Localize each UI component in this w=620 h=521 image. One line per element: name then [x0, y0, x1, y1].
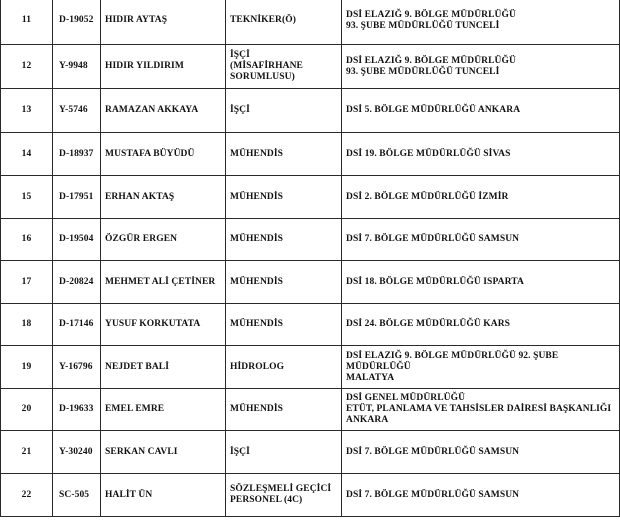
job-title-cell [226, 431, 342, 474]
job-title-cell [226, 474, 342, 517]
job-title-line: MÜHENDİS [230, 319, 284, 329]
assigned-unit-line: ANKARA [346, 415, 389, 425]
person-name-cell: HALİT ÜN [101, 474, 226, 517]
person-name-cell: RAMAZAN AKKAYA [101, 89, 226, 133]
table-row [1, 176, 620, 219]
assigned-unit-cell [342, 0, 620, 45]
table-row [1, 304, 620, 346]
assigned-unit-cell [342, 431, 620, 474]
registry-code-cell: Y-16796 [53, 346, 101, 389]
table-row [1, 45, 620, 89]
registry-code-cell: Y-5746 [53, 89, 101, 133]
assigned-unit-cell [342, 45, 620, 89]
person-name-cell: HIDIR AYTAŞ [101, 0, 226, 45]
row-number-cell: 22 [1, 474, 53, 517]
assigned-unit-cell [342, 176, 620, 219]
job-title-cell [226, 176, 342, 219]
assigned-unit-line: DSİ 2. BÖLGE MÜDÜRLÜĞÜ İZMİR [346, 191, 509, 202]
assigned-unit-line: 93. ŞUBE MÜDÜRLÜĞÜ TUNCELİ [346, 66, 500, 77]
table-row [1, 133, 620, 176]
assigned-unit-line: DSİ 19. BÖLGE MÜDÜRLÜĞÜ SİVAS [346, 148, 511, 159]
registry-code-cell: Y-9948 [53, 45, 101, 89]
registry-code-cell: D-17951 [53, 176, 101, 219]
person-name-cell: EMEL EMRE [101, 389, 226, 431]
assigned-unit-line: DSİ 7. BÖLGE MÜDÜRLÜĞÜ SAMSUN [346, 489, 520, 500]
person-name-cell: MUSTAFA BÜYÜDÜ [101, 133, 226, 176]
job-title-line: PERSONEL (4C) [230, 495, 303, 505]
assigned-unit-cell [342, 304, 620, 346]
row-number-cell: 19 [1, 346, 53, 389]
job-title-line: MÜHENDİS [230, 404, 284, 414]
registry-code-cell: D-20824 [53, 261, 101, 304]
assigned-unit-line: MALATYA [346, 372, 395, 383]
job-title-line: (MİSAFİRHANE [230, 61, 303, 71]
job-title-line: TEKNİKER(Ö) [230, 15, 297, 25]
registry-code-cell: D-17146 [53, 304, 101, 346]
job-title-line: SÖZLEŞMELİ GEÇİCİ [230, 484, 332, 494]
registry-code-cell: D-18937 [53, 133, 101, 176]
assigned-unit-cell [342, 219, 620, 261]
registry-code-cell: D-19052 [53, 0, 101, 45]
job-title-line: MÜHENDİS [230, 191, 284, 202]
row-number-cell: 11 [1, 0, 53, 45]
job-title-line: MÜHENDİS [230, 276, 284, 287]
row-number-cell: 20 [1, 389, 53, 431]
row-number-cell: 21 [1, 431, 53, 474]
table-row [1, 219, 620, 261]
person-name-cell: ÖZGÜR ERGEN [101, 219, 226, 261]
assigned-unit-cell [342, 474, 620, 517]
assigned-unit-cell [342, 89, 620, 133]
assigned-unit-line: DSİ 24. BÖLGE MÜDÜRLÜĞÜ KARS [346, 319, 511, 329]
job-title-line: MÜHENDİS [230, 148, 284, 159]
assigned-unit-line: DSİ GENEL MÜDÜRLÜĞÜ [346, 393, 466, 403]
person-name-cell: MEHMET ALİ ÇETİNER [101, 261, 226, 304]
assigned-unit-line: DSİ 7. BÖLGE MÜDÜRLÜĞÜ SAMSUN [346, 446, 520, 457]
row-number-cell: 17 [1, 261, 53, 304]
assigned-unit-cell [342, 346, 620, 389]
registry-code-cell: Y-30240 [53, 431, 101, 474]
person-name-cell: SERKAN CAVLI [101, 431, 226, 474]
job-title-line: İŞÇİ [230, 446, 250, 457]
row-number-cell: 12 [1, 45, 53, 89]
row-number-cell: 15 [1, 176, 53, 219]
table-row [1, 474, 620, 517]
job-title-cell [226, 0, 342, 45]
person-name-cell: HIDIR YILDIRIM [101, 45, 226, 89]
assigned-unit-line: DSİ ELAZIĞ 9. BÖLGE MÜDÜRLÜĞÜ [346, 55, 516, 66]
job-title-cell [226, 89, 342, 133]
assigned-unit-cell [342, 261, 620, 304]
job-title-cell [226, 45, 342, 89]
table-row [1, 0, 620, 45]
job-title-cell [226, 304, 342, 346]
row-number-cell: 18 [1, 304, 53, 346]
job-title-line: İŞÇİ [230, 50, 250, 60]
job-title-line: İŞÇİ [230, 105, 250, 115]
job-title-cell [226, 346, 342, 389]
table-row [1, 431, 620, 474]
person-name-cell: ERHAN AKTAŞ [101, 176, 226, 219]
table-row [1, 389, 620, 431]
person-name-cell: YUSUF KORKUTATA [101, 304, 226, 346]
registry-code-cell: SC-505 [53, 474, 101, 517]
table-row [1, 346, 620, 389]
assigned-unit-line: DSİ 7. BÖLGE MÜDÜRLÜĞÜ SAMSUN [346, 234, 520, 244]
person-name-cell: NEJDET BALİ [101, 346, 226, 389]
assigned-unit-line: DSİ 5. BÖLGE MÜDÜRLÜĞÜ ANKARA [346, 105, 521, 115]
assigned-unit-cell [342, 389, 620, 431]
assigned-unit-cell [342, 133, 620, 176]
job-title-line: SORUMLUSU) [230, 72, 295, 82]
job-title-line: MÜHENDİS [230, 234, 284, 244]
table-row [1, 261, 620, 304]
assigned-unit-line: 93. ŞUBE MÜDÜRLÜĞÜ TUNCELİ [346, 20, 500, 31]
row-number-cell: 14 [1, 133, 53, 176]
assigned-unit-line: DSİ ELAZIĞ 9. BÖLGE MÜDÜRLÜĞÜ 92. ŞUBE MÜDÜRLÜĞÜ [346, 350, 559, 372]
job-title-cell [226, 133, 342, 176]
job-title-cell [226, 219, 342, 261]
row-number-cell: 16 [1, 219, 53, 261]
assigned-unit-line: DSİ ELAZIĞ 9. BÖLGE MÜDÜRLÜĞÜ [346, 9, 516, 20]
assigned-unit-line: DSİ 18. BÖLGE MÜDÜRLÜĞÜ ISPARTA [346, 276, 524, 287]
job-title-line: HİDROLOG [230, 361, 285, 372]
personnel-table-body [1, 0, 620, 517]
job-title-cell [226, 389, 342, 431]
registry-code-cell: D-19504 [53, 219, 101, 261]
assigned-unit-line: ETÜT, PLANLAMA VE TAHSİSLER DAİRESİ BAŞKANLIĞI [346, 404, 612, 414]
registry-code-cell: D-19633 [53, 389, 101, 431]
table-row [1, 89, 620, 133]
row-number-cell: 13 [1, 89, 53, 133]
job-title-cell [226, 261, 342, 304]
